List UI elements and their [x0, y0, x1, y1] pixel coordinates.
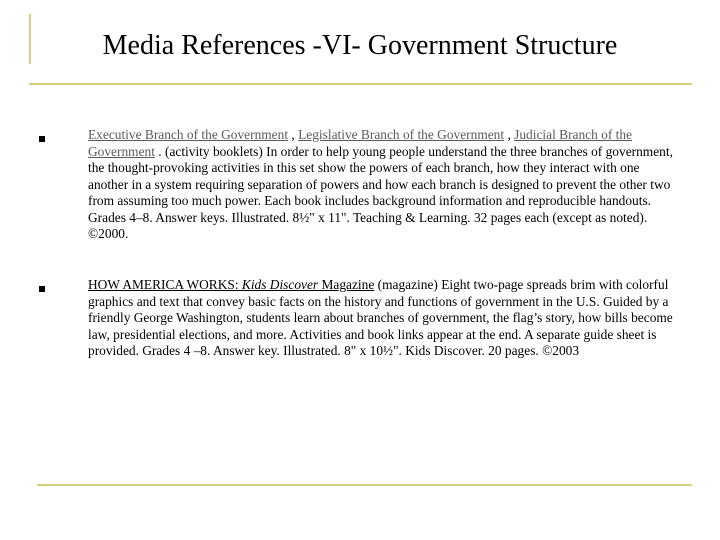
footer-rule: [37, 484, 692, 486]
link-title-italic: Kids Discover: [241, 277, 319, 292]
bullet-marker: [39, 136, 45, 142]
link-judicial-branch[interactable]: Judicial Branch of the Government: [88, 127, 633, 159]
reference-description-2: (magazine) Eight two-page spreads brim with colorful graphics and text that convey basic facts on the history and functions of government in the U.S. Guided by a friendly George Washington, students learn about branches of government, the flag’s story, how bills become law, presidential elections, and more. Activities and book links appear at the end. A separate guide sheet is provided. Grades 4 –8. Answer key. Illustrated. 8" x 10½". Kids Discover. 20 pages. ©2003: [88, 277, 673, 358]
link-executive-branch[interactable]: Executive Branch of the Government: [88, 127, 289, 142]
slide-title: Media References -VI- Government Structure: [102, 30, 618, 61]
link-title-tail: Magazine: [318, 277, 375, 292]
reference-paragraph-2: [88, 277, 680, 360]
separator: ,: [504, 127, 515, 142]
link-legislative-branch[interactable]: Legislative Branch of the Government: [298, 127, 505, 142]
reference-description-1: . (activity booklets) In order to help young people understand the three branches of government, the thought-provoking activities in this set show the powers of each branch, how they interact with one another in a system requiring separation of powers and how each branch is designed to prevent the other two from assuming too much power. Each book includes background information and reproducible handouts. Grades 4–8. Answer keys. Illustrated. 8½" x 11". Teaching & Learning. 32 pages each (except as noted). ©2000.: [88, 143, 673, 241]
separator: ,: [288, 127, 299, 142]
title-underline: [29, 83, 692, 85]
bullet-marker: [39, 286, 45, 292]
reference-paragraph-1: [88, 127, 680, 243]
link-how-america-works[interactable]: [88, 277, 374, 292]
link-title-plain: HOW AMERICA WORKS:: [88, 277, 242, 292]
